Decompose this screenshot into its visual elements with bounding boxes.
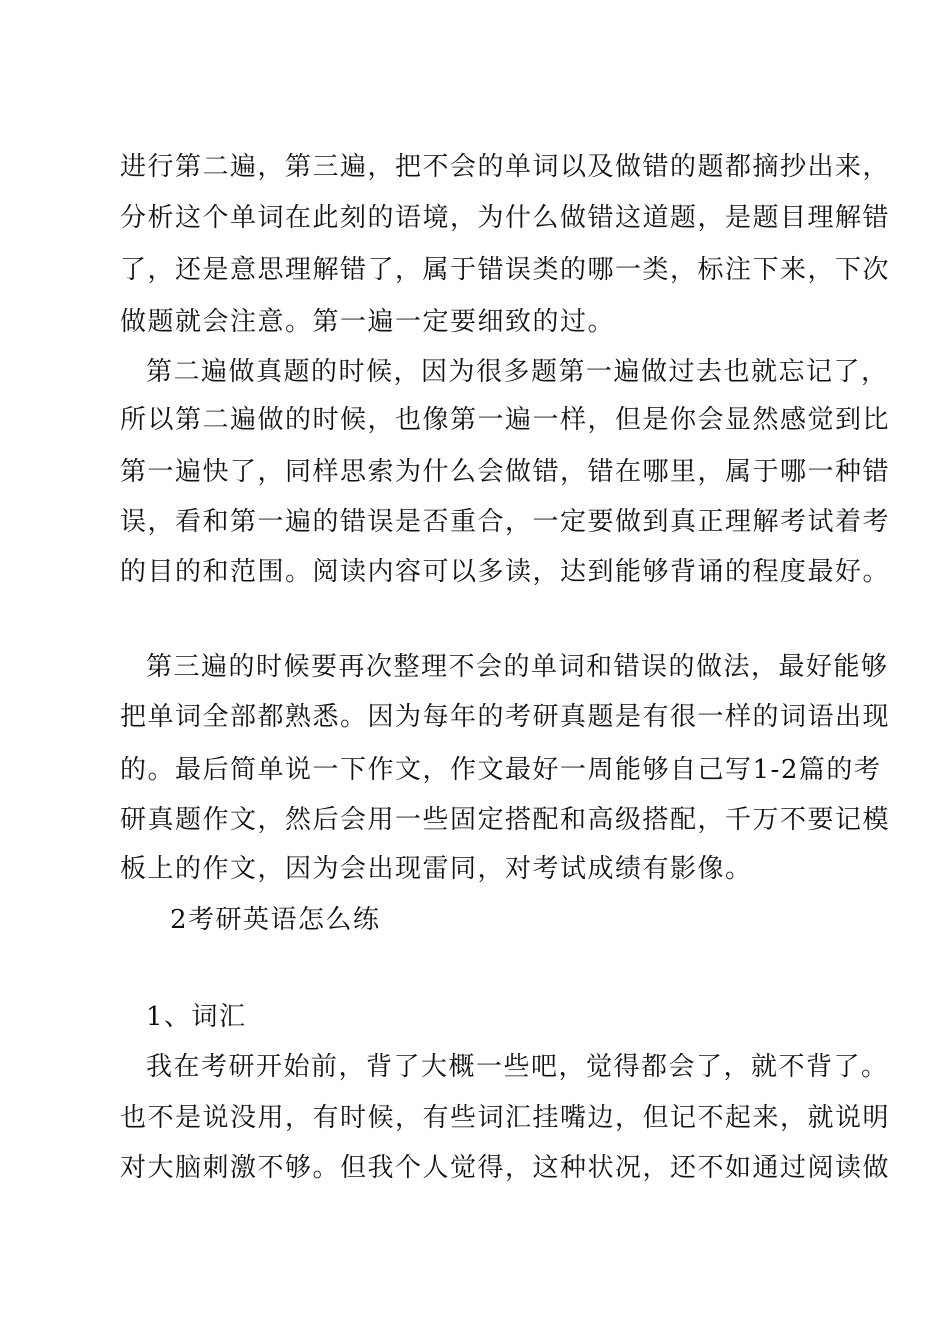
- paragraph-3-line-4: 研真题作文，然后会用一些固定搭配和高级搭配，千万不要记模: [120, 805, 891, 835]
- section-heading: 2考研英语怎么练: [170, 905, 381, 935]
- paragraph-3-line-5: 板上的作文，因为会出现雷同，对考试成绩有影像。: [120, 854, 753, 884]
- final-paragraph-line-3: 对大脑刺激不够。但我个人觉得，这种状况，还不如通过阅读做: [120, 1153, 891, 1183]
- paragraph-2-line-4: 误，看和第一遍的错误是否重合，一定要做到真正理解考试着考: [120, 507, 891, 537]
- paragraph-2-line-2: 所以第二遍做的时候，也像第一遍一样，但是你会显然感觉到比: [120, 405, 891, 435]
- paragraph-1-line-3: 了，还是意思理解错了，属于错误类的哪一类，标注下来，下次: [120, 255, 891, 285]
- paragraph-2-line-5: 的目的和范围。阅读内容可以多读，达到能够背诵的程度最好。: [120, 557, 891, 587]
- paragraph-3-line-2: 把单词全部都熟悉。因为每年的考研真题是有很一样的词语出现: [120, 702, 891, 732]
- final-paragraph-line-1: 我在考研开始前，背了大概一些吧，觉得都会了，就不背了。: [146, 1052, 889, 1082]
- section-subheading: 1、词汇: [146, 1002, 247, 1032]
- paragraph-3-line-1: 第三遍的时候要再次整理不会的单词和错误的做法，最好能够: [146, 652, 889, 682]
- paragraph-2-line-1: 第二遍做真题的时候，因为很多题第一遍做过去也就忘记了，: [146, 357, 889, 387]
- final-paragraph-line-2: 也不是说没用，有时候，有些词汇挂嘴边，但记不起来，就说明: [120, 1103, 891, 1133]
- paragraph-1-line-2: 分析这个单词在此刻的语境，为什么做错这道题，是题目理解错: [120, 203, 891, 233]
- paragraph-3-line-3: 的。最后简单说一下作文，作文最好一周能够自己写1-2篇的考: [120, 755, 882, 785]
- paragraph-1-line-1: 进行第二遍，第三遍，把不会的单词以及做错的题都摘抄出来，: [120, 152, 891, 182]
- paragraph-2-line-3: 第一遍快了，同样思索为什么会做错，错在哪里，属于哪一种错: [120, 457, 891, 487]
- paragraph-1-line-4: 做题就会注意。第一遍一定要细致的过。: [120, 307, 616, 337]
